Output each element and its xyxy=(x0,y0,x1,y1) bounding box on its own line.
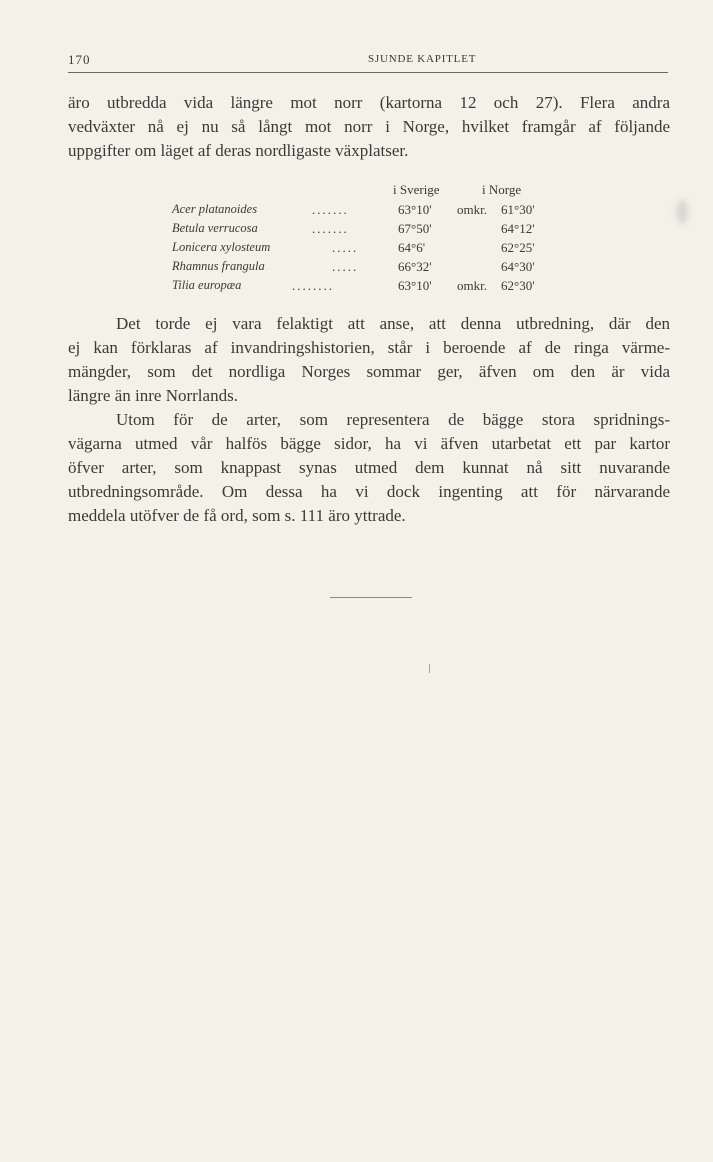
column-header-norge: i Norge xyxy=(482,182,522,197)
paragraph-line: meddela utöfver de få ord, som s. 111 äro yttrade. xyxy=(68,506,406,525)
norge-latitude: 62°30' xyxy=(501,278,535,293)
leader-dots: ........ xyxy=(292,278,334,293)
paragraph-line: ej kan förklaras af invandringshistorien, står i beroende af de ringa värme- xyxy=(68,338,670,357)
paragraph-line: mängder, som det nordliga Norges sommar ger, äfven om den är vida xyxy=(68,362,670,381)
leader-dots: ....... xyxy=(312,221,349,236)
paper-speck xyxy=(429,664,430,673)
sverige-latitude: 63°10' xyxy=(398,278,432,293)
sverige-latitude: 67°50' xyxy=(398,221,432,236)
paragraph-line: vägarna utmed vår halfös bägge sidor, ha vi äfven utarbetat ett par kartor xyxy=(68,434,670,453)
table-row xyxy=(172,221,572,240)
table-row xyxy=(172,259,572,278)
norge-latitude: 62°25' xyxy=(501,240,535,255)
paragraph-line: längre än inre Norrlands. xyxy=(68,386,238,405)
paper-stain xyxy=(676,200,688,224)
latitude-table xyxy=(172,182,572,297)
paragraph-3 xyxy=(68,408,670,528)
species-name: Tilia europæa xyxy=(172,278,242,292)
section-end-rule xyxy=(330,597,412,598)
page-header xyxy=(68,52,668,73)
paragraph-2 xyxy=(68,312,670,408)
paragraph-line: utbredningsområde. Om dessa ha vi dock ingenting att för närvarande xyxy=(68,482,670,501)
table-row xyxy=(172,240,572,259)
paragraph-1 xyxy=(68,91,670,163)
norge-latitude: 64°12' xyxy=(501,221,535,236)
paragraph-line: uppgifter om läget af deras nordligaste växplatser. xyxy=(68,141,409,160)
page-number: 170 xyxy=(68,52,91,67)
paragraph-line: äro utbredda vida längre mot norr (kartorna 12 och 27). Flera andra xyxy=(68,93,670,112)
paragraph-line: öfver arter, som knappast synas utmed dem kunnat nå sitt nuvarande xyxy=(68,458,670,477)
sverige-latitude: 66°32' xyxy=(398,259,432,274)
norge-latitude: 64°30' xyxy=(501,259,535,274)
leader-dots: ..... xyxy=(332,259,359,274)
species-name: Lonicera xylosteum xyxy=(172,240,271,254)
column-header-sverige: i Sverige xyxy=(393,182,440,197)
norge-prefix: omkr. xyxy=(457,202,487,217)
species-name: Rhamnus frangula xyxy=(172,259,265,273)
leader-dots: ..... xyxy=(332,240,359,255)
paragraph-line: vedväxter nå ej nu så långt mot norr i Norge, hvilket framgår af följande xyxy=(68,117,670,136)
leader-dots: ....... xyxy=(312,202,349,217)
table-header xyxy=(172,182,572,202)
species-name: Acer platanoides xyxy=(172,202,258,216)
sverige-latitude: 64°6' xyxy=(398,240,426,255)
paragraph-line: Utom för de arter, som representera de bägge stora spridnings- xyxy=(116,410,670,429)
norge-latitude: 61°30' xyxy=(501,202,535,217)
norge-prefix: omkr. xyxy=(457,278,487,293)
table-row xyxy=(172,202,572,221)
sverige-latitude: 63°10' xyxy=(398,202,432,217)
table-row xyxy=(172,278,572,297)
species-name: Betula verrucosa xyxy=(172,221,258,235)
paragraph-line: Det torde ej vara felaktigt att anse, att denna utbredning, där den xyxy=(116,314,670,333)
running-head: SJUNDE KAPITLET xyxy=(368,53,477,65)
